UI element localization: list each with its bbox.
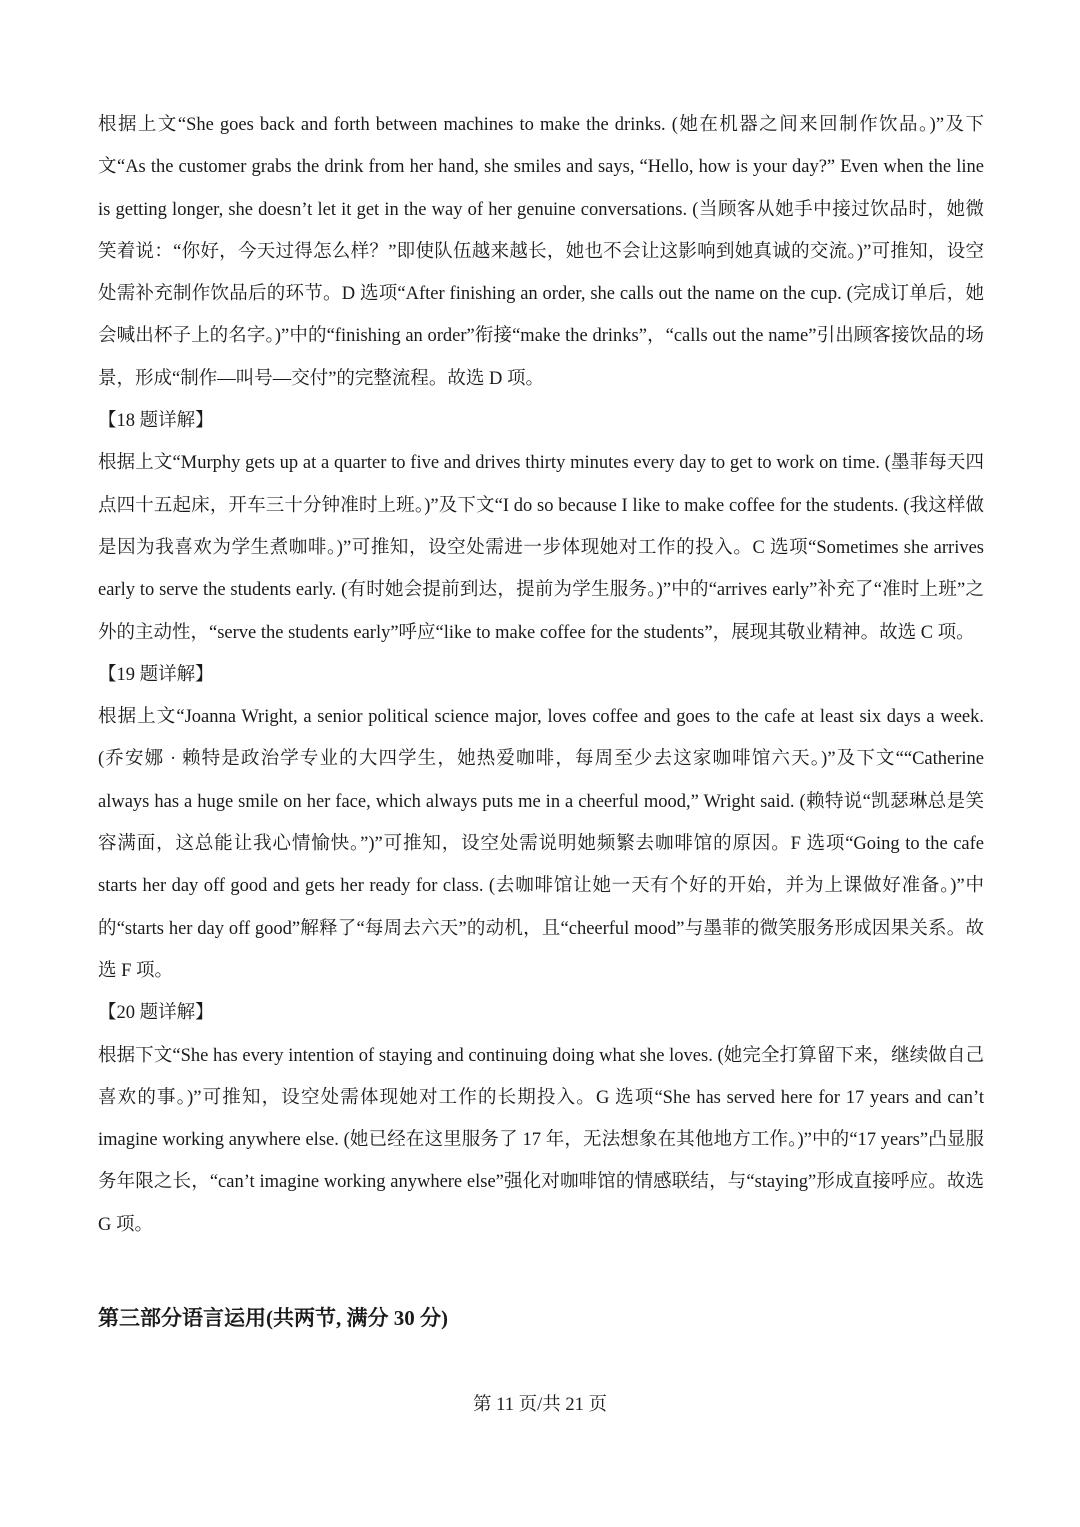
document-body <box>98 104 984 1246</box>
section-title: 第三部分语言运用(共两节, 满分 30 分) <box>98 1306 448 1330</box>
answer-20-explanation: 根据下文“She has every intention of staying and continuing doing what she loves. (她完全打算留下来，继续做自己喜欢的事。)”可推知，设空处需体现她对工作的长期投入。G 选项“She has served here for 17 years and can’t imagine working anywhere else. (她已经在这里服务了 17 年，无法想象在其他地方工作。)”中的“17 years”凸显服务年限之长，“can’t imagine working anywhere else”强化对咖啡馆的情感联结，与“staying”形成直接呼应。故选 G 项。 <box>98 1045 984 1235</box>
question-18-heading: 【18 题详解】 <box>98 411 214 432</box>
question-19-heading: 【19 题详解】 <box>98 664 214 685</box>
question-20-heading: 【20 题详解】 <box>98 1003 214 1024</box>
page-number: 第 11 页/共 21 页 <box>473 1395 607 1415</box>
answer-18-explanation: 根据上文“Murphy gets up at a quarter to five and drives thirty minutes every day to get to work on time. (墨菲每天四点四十五起床，开车三十分钟准时上班。)”及下文“I do so because I like to make coffee for the students. (我这样做是因为我喜欢为学生煮咖啡。)”可推知，设空处需进一步体现她对工作的投入。C 选项“Sometimes she arrives early to serve the students early. (有时她会提前到达，提前为学生服务。)”中的“arrives early”补充了“准时上班”之外的主动性，“serve the students early”呼应“like to make coffee for the students”，展现其敬业精神。故选 C 项。 <box>98 453 984 643</box>
answer-19-explanation: 根据上文“Joanna Wright, a senior political science major, loves coffee and goes to the cafe at least six days a week. (乔安娜 · 赖特是政治学专业的大四学生，她热爱咖啡，每周至少去这家咖啡馆六天。)”及下文““Catherine always has a huge smile on her face, which always puts me in a cheerful mood,” Wright said. (赖特说“凯瑟琳总是笑容满面，这总能让我心情愉快。”)”可推知，设空处需说明她频繁去咖啡馆的原因。F 选项“Going to the cafe starts her day off good and gets her ready for class. (去咖啡馆让她一天有个好的开始，并为上课做好准备。)”中的“starts her day off good”解释了“每周去六天”的动机，且“cheerful mood”与墨菲的微笑服务形成因果关系。故选 F 项。 <box>98 707 984 981</box>
answer-17-explanation: 根据上文“She goes back and forth between machines to make the drinks. (她在机器之间来回制作饮品。)”及下文“As the customer grabs the drink from her hand, she smiles and says, “Hello, how is your day?” Even when the line is getting longer, she doesn’t let it get in the way of her genuine conversations. (当顾客从她手中接过饮品时，她微笑着说：“你好，今天过得怎么样？”即使队伍越来越长，她也不会让这影响到她真诚的交流。)”可推知，设空处需补充制作饮品后的环节。D 选项“After finishing an order, she calls out the name on the cup. (完成订单后，她会喊出杯子上的名字。)”中的“finishing an order”衔接“make the drinks”，“calls out the name”引出顾客接饮品的场景，形成“制作—叫号—交付”的完整流程。故选 D 项。 <box>98 115 984 389</box>
